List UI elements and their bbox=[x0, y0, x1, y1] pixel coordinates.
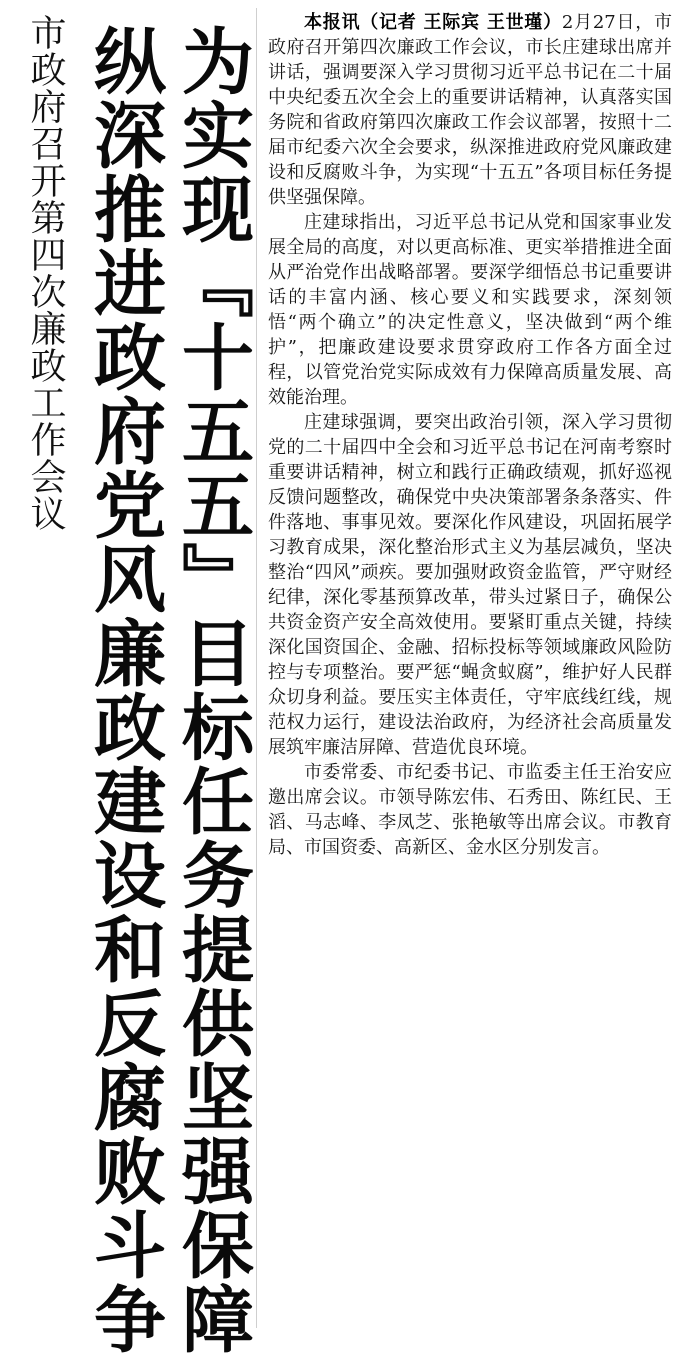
article-subtitle: 市政府召开第四次廉政工作会议 bbox=[25, 14, 66, 532]
article-paragraph-2: 庄建球指出，习近平总书记从党和国家事业发展全局的高度，对以更高标准、更实举措推进全面从严治党作出战略部署。要深学细悟总书记重要讲话的丰富内涵、核心要义和实践要求，深刻领悟“两个确立”的决定性意义，坚决做到“两个维护”，把廉政建设要求贯穿政府工作各方面全过程，以管党治党实际成效有力保障高质量发展、高效能治理。 bbox=[268, 212, 672, 408]
article-paragraph-1 bbox=[268, 10, 672, 210]
article-paragraph-4: 市委常委、市纪委书记、市监委主任王治安应邀出席会议。市领导陈宏伟、石秀田、陈红民、王滔、马志峰、李凤芝、张艳敏等出席会议。市教育局、市国资委、高新区、金水区分别发言。 bbox=[268, 762, 672, 858]
headline-line-2: 纵深推进政府党风廉政建设和反腐败斗争 bbox=[82, 24, 166, 1356]
article-body bbox=[268, 10, 672, 860]
article-paragraph-1-text: 2月27日，市政府召开第四次廉政工作会议，市长庄建球出席并讲话，强调要深入学习贯彻习近平总书记在二十届中央纪委五次全会上的重要讲话精神，认真落实国务院和省政府第四次廉政工作会议部署，按照十二届市纪委六次全会要求，纵深推进政府党风廉政建设和反腐败斗争，为实现“十五五”各项目标任务提供坚强保障。 bbox=[268, 12, 672, 208]
article-paragraph-3: 庄建球强调，要突出政治引领，深入学习贯彻党的二十届四中全会和习近平总书记在河南考察时重要讲话精神，树立和践行正确政绩观，抓好巡视反馈问题整改，确保党中央决策部署条条落实、件件落地、事事见效。要深化作风建设，巩固拓展学习教育成果，深化整治形式主义为基层减负，坚决整治“四风”顽疾。要加强财政资金监管，严守财经纪律，深化零基预算改革，带头过紧日子，确保公共资金资产安全高效使用。要紧盯重点关键，持续深化国资国企、金融、招标投标等领域廉政风险防控与专项整治。要严惩“蝇贪蚁腐”，维护好人民群众切身利益。要压实主体责任，守牢底线红线，规范权力运行，建设法治政府，为经济社会高质量发展筑牢廉洁屏障、营造优良环境。 bbox=[268, 412, 672, 758]
article-byline: 本报讯（记者 王际宾 王世瑾） bbox=[304, 12, 562, 33]
headline-line-1: 为实现『十五五』目标任务提供坚强保障 bbox=[170, 24, 254, 1356]
column-divider bbox=[256, 8, 257, 1328]
